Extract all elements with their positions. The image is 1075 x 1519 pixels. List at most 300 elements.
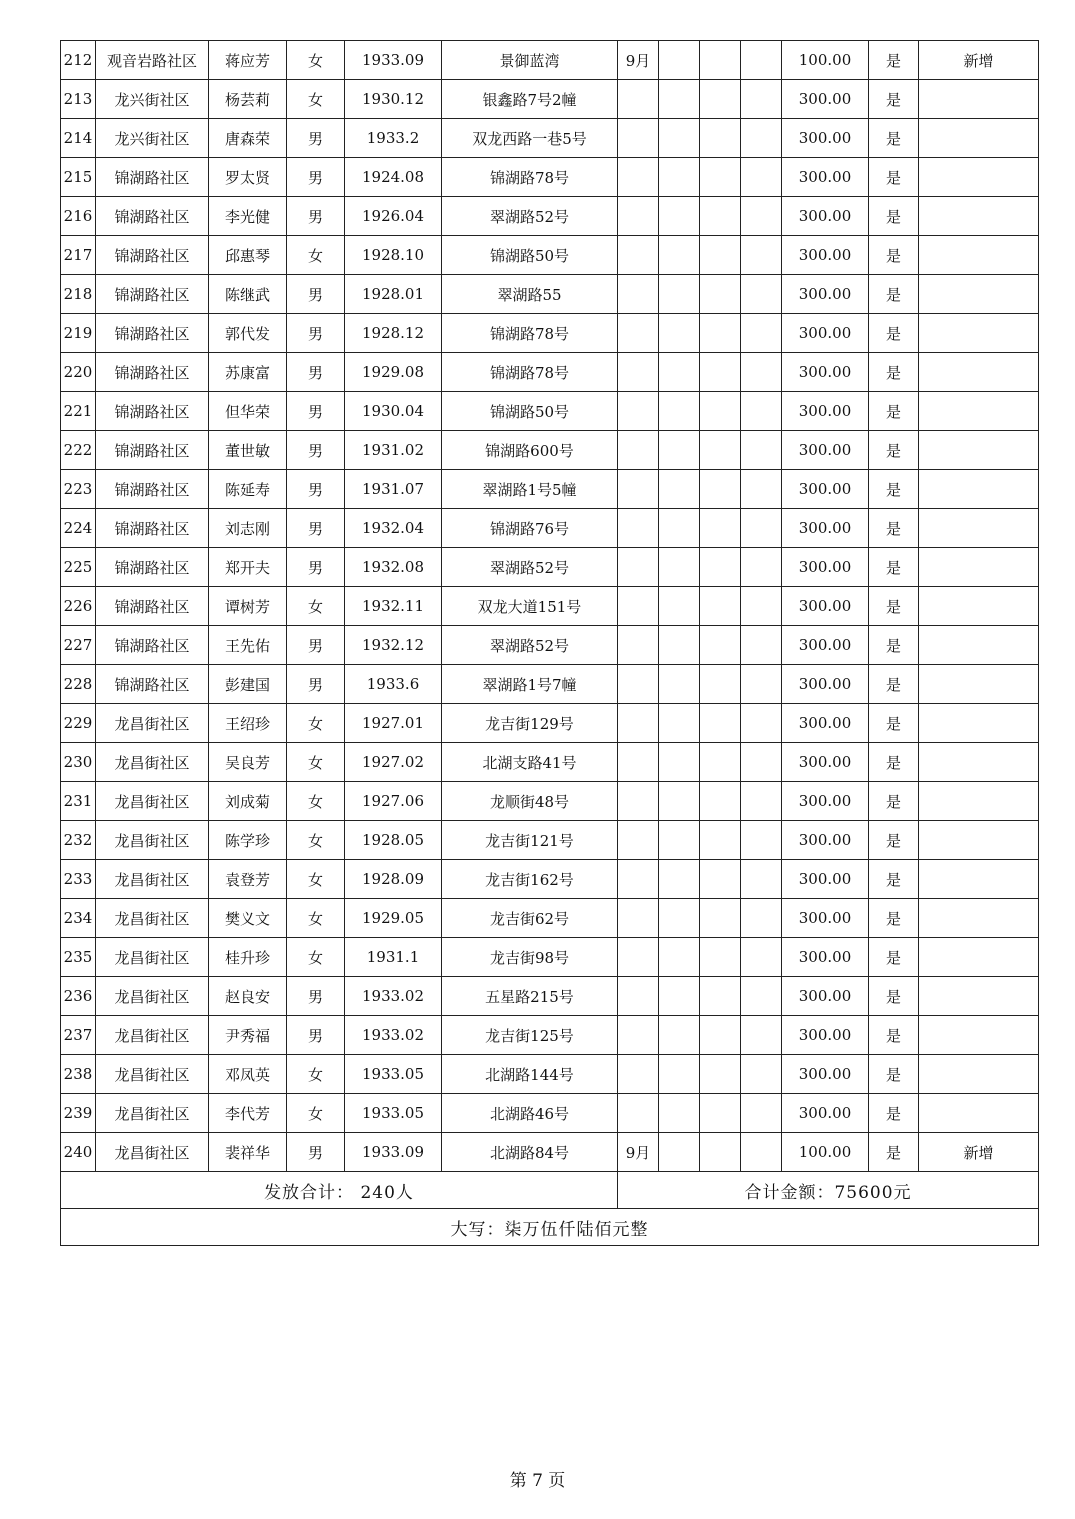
blank-cell [741, 314, 782, 353]
amount-cell: 300.00 [782, 353, 869, 392]
row-number: 230 [61, 743, 96, 782]
name-cell: 刘志刚 [209, 509, 287, 548]
gender-cell: 男 [287, 158, 345, 197]
blank-cell [741, 665, 782, 704]
blank-cell [741, 80, 782, 119]
note-cell [919, 548, 1039, 587]
address-cell: 翠湖路52号 [442, 548, 618, 587]
blank-cell [741, 548, 782, 587]
blank-cell [741, 899, 782, 938]
address-cell: 翠湖路55 [442, 275, 618, 314]
address-cell: 龙吉街129号 [442, 704, 618, 743]
birth-date-cell: 1927.01 [345, 704, 442, 743]
birth-date-cell: 1930.12 [345, 80, 442, 119]
blank-cell [700, 509, 741, 548]
month-cell [618, 431, 659, 470]
blank-cell [700, 1055, 741, 1094]
eligible-cell: 是 [869, 509, 919, 548]
row-number: 215 [61, 158, 96, 197]
gender-cell: 女 [287, 704, 345, 743]
month-cell [618, 977, 659, 1016]
month-cell [618, 470, 659, 509]
address-cell: 锦湖路78号 [442, 314, 618, 353]
month-cell [618, 782, 659, 821]
birth-date-cell: 1932.04 [345, 509, 442, 548]
community-cell: 龙昌街社区 [96, 1055, 209, 1094]
blank-cell [741, 431, 782, 470]
gender-cell: 女 [287, 587, 345, 626]
note-cell [919, 1094, 1039, 1133]
month-cell [618, 587, 659, 626]
blank-cell [700, 860, 741, 899]
gender-cell: 男 [287, 977, 345, 1016]
note-cell [919, 704, 1039, 743]
eligible-cell: 是 [869, 626, 919, 665]
community-cell: 龙昌街社区 [96, 977, 209, 1016]
birth-date-cell: 1931.1 [345, 938, 442, 977]
eligible-cell: 是 [869, 977, 919, 1016]
table-row [61, 80, 1039, 119]
table-row [61, 938, 1039, 977]
month-cell [618, 1016, 659, 1055]
amount-cell: 300.00 [782, 119, 869, 158]
table-row [61, 119, 1039, 158]
blank-cell [659, 899, 700, 938]
amount-cell: 300.00 [782, 665, 869, 704]
name-cell: 蒋应芳 [209, 41, 287, 80]
table-row [61, 1055, 1039, 1094]
blank-cell [741, 704, 782, 743]
gender-cell: 男 [287, 1016, 345, 1055]
blank-cell [741, 743, 782, 782]
birth-date-cell: 1933.09 [345, 41, 442, 80]
note-cell [919, 431, 1039, 470]
table-row [61, 392, 1039, 431]
blank-cell [659, 197, 700, 236]
row-number: 232 [61, 821, 96, 860]
table-row [61, 353, 1039, 392]
birth-date-cell: 1929.05 [345, 899, 442, 938]
amount-cell: 300.00 [782, 1016, 869, 1055]
amount-cell: 300.00 [782, 509, 869, 548]
blank-cell [741, 587, 782, 626]
blank-cell [700, 197, 741, 236]
eligible-cell: 是 [869, 704, 919, 743]
name-cell: 彭建国 [209, 665, 287, 704]
note-cell [919, 587, 1039, 626]
name-cell: 李代芳 [209, 1094, 287, 1133]
birth-date-cell: 1927.06 [345, 782, 442, 821]
gender-cell: 女 [287, 899, 345, 938]
blank-cell [659, 275, 700, 314]
birth-date-cell: 1933.6 [345, 665, 442, 704]
community-cell: 龙昌街社区 [96, 1133, 209, 1172]
month-cell [618, 1055, 659, 1094]
community-cell: 龙昌街社区 [96, 821, 209, 860]
name-cell: 赵良安 [209, 977, 287, 1016]
month-cell [618, 509, 659, 548]
community-cell: 锦湖路社区 [96, 548, 209, 587]
address-cell: 翠湖路52号 [442, 197, 618, 236]
note-cell [919, 977, 1039, 1016]
name-cell: 唐森荣 [209, 119, 287, 158]
row-number: 222 [61, 431, 96, 470]
eligible-cell: 是 [869, 119, 919, 158]
month-cell [618, 158, 659, 197]
blank-cell [700, 704, 741, 743]
row-number: 224 [61, 509, 96, 548]
birth-date-cell: 1931.07 [345, 470, 442, 509]
note-cell [919, 353, 1039, 392]
address-cell: 五星路215号 [442, 977, 618, 1016]
amount-cell: 300.00 [782, 158, 869, 197]
note-cell [919, 197, 1039, 236]
blank-cell [741, 236, 782, 275]
blank-cell [741, 470, 782, 509]
name-cell: 桂升珍 [209, 938, 287, 977]
gender-cell: 女 [287, 1055, 345, 1094]
blank-cell [659, 1055, 700, 1094]
row-number: 213 [61, 80, 96, 119]
blank-cell [741, 41, 782, 80]
blank-cell [700, 353, 741, 392]
blank-cell [700, 548, 741, 587]
community-cell: 龙昌街社区 [96, 860, 209, 899]
blank-cell [741, 1094, 782, 1133]
birth-date-cell: 1933.09 [345, 1133, 442, 1172]
amount-cell: 300.00 [782, 275, 869, 314]
month-cell [618, 353, 659, 392]
name-cell: 但华荣 [209, 392, 287, 431]
address-cell: 锦湖路50号 [442, 236, 618, 275]
month-cell [618, 80, 659, 119]
address-cell: 北湖路144号 [442, 1055, 618, 1094]
capital-amount-row [61, 1209, 1039, 1246]
eligible-cell: 是 [869, 431, 919, 470]
address-cell: 双龙西路一巷5号 [442, 119, 618, 158]
blank-cell [659, 548, 700, 587]
blank-cell [659, 41, 700, 80]
gender-cell: 女 [287, 236, 345, 275]
birth-date-cell: 1924.08 [345, 158, 442, 197]
month-cell [618, 860, 659, 899]
address-cell: 龙吉街125号 [442, 1016, 618, 1055]
blank-cell [700, 470, 741, 509]
address-cell: 双龙大道151号 [442, 587, 618, 626]
birth-date-cell: 1928.10 [345, 236, 442, 275]
birth-date-cell: 1933.02 [345, 1016, 442, 1055]
amount-cell: 300.00 [782, 938, 869, 977]
gender-cell: 女 [287, 821, 345, 860]
community-cell: 龙昌街社区 [96, 1094, 209, 1133]
blank-cell [659, 431, 700, 470]
note-cell [919, 80, 1039, 119]
blank-cell [659, 353, 700, 392]
blank-cell [659, 665, 700, 704]
amount-cell: 300.00 [782, 977, 869, 1016]
month-cell: 9月 [618, 41, 659, 80]
name-cell: 王先佑 [209, 626, 287, 665]
gender-cell: 男 [287, 314, 345, 353]
table-row [61, 197, 1039, 236]
row-number: 225 [61, 548, 96, 587]
gender-cell: 男 [287, 509, 345, 548]
table-row [61, 1016, 1039, 1055]
community-cell: 锦湖路社区 [96, 431, 209, 470]
table-row [61, 314, 1039, 353]
row-number: 233 [61, 860, 96, 899]
blank-cell [741, 977, 782, 1016]
community-cell: 锦湖路社区 [96, 587, 209, 626]
note-cell [919, 158, 1039, 197]
row-number: 238 [61, 1055, 96, 1094]
name-cell: 袁登芳 [209, 860, 287, 899]
community-cell: 锦湖路社区 [96, 470, 209, 509]
address-cell: 锦湖路76号 [442, 509, 618, 548]
blank-cell [741, 353, 782, 392]
blank-cell [659, 587, 700, 626]
name-cell: 邱惠琴 [209, 236, 287, 275]
gender-cell: 男 [287, 275, 345, 314]
amount-cell: 300.00 [782, 743, 869, 782]
row-number: 226 [61, 587, 96, 626]
community-cell: 锦湖路社区 [96, 236, 209, 275]
community-cell: 锦湖路社区 [96, 392, 209, 431]
address-cell: 龙顺街48号 [442, 782, 618, 821]
blank-cell [741, 509, 782, 548]
address-cell: 北湖支路41号 [442, 743, 618, 782]
blank-cell [659, 938, 700, 977]
community-cell: 观音岩路社区 [96, 41, 209, 80]
community-cell: 龙昌街社区 [96, 938, 209, 977]
gender-cell: 女 [287, 938, 345, 977]
blank-cell [700, 41, 741, 80]
name-cell: 陈学珍 [209, 821, 287, 860]
blank-cell [659, 509, 700, 548]
blank-cell [741, 938, 782, 977]
row-number: 237 [61, 1016, 96, 1055]
total-people: 发放合计： 240人 [61, 1172, 618, 1209]
page-number: 第 7 页 [509, 1471, 566, 1491]
blank-cell [700, 80, 741, 119]
community-cell: 龙兴街社区 [96, 80, 209, 119]
table-row [61, 704, 1039, 743]
birth-date-cell: 1928.12 [345, 314, 442, 353]
blank-cell [700, 119, 741, 158]
blank-cell [659, 1094, 700, 1133]
name-cell: 王绍珍 [209, 704, 287, 743]
note-cell [919, 743, 1039, 782]
eligible-cell: 是 [869, 314, 919, 353]
name-cell: 刘成菊 [209, 782, 287, 821]
eligible-cell: 是 [869, 275, 919, 314]
birth-date-cell: 1932.12 [345, 626, 442, 665]
eligible-cell: 是 [869, 80, 919, 119]
gender-cell: 男 [287, 119, 345, 158]
table-body [61, 41, 1039, 1172]
gender-cell: 女 [287, 41, 345, 80]
name-cell: 吴良芳 [209, 743, 287, 782]
month-cell [618, 275, 659, 314]
table-row [61, 1094, 1039, 1133]
blank-cell [741, 860, 782, 899]
eligible-cell: 是 [869, 899, 919, 938]
community-cell: 龙昌街社区 [96, 782, 209, 821]
blank-cell [700, 782, 741, 821]
name-cell: 陈继武 [209, 275, 287, 314]
blank-cell [741, 119, 782, 158]
birth-date-cell: 1926.04 [345, 197, 442, 236]
community-cell: 锦湖路社区 [96, 314, 209, 353]
amount-cell: 300.00 [782, 587, 869, 626]
eligible-cell: 是 [869, 1133, 919, 1172]
row-number: 214 [61, 119, 96, 158]
month-cell [618, 821, 659, 860]
note-cell [919, 392, 1039, 431]
community-cell: 锦湖路社区 [96, 197, 209, 236]
community-cell: 锦湖路社区 [96, 626, 209, 665]
row-number: 216 [61, 197, 96, 236]
row-number: 220 [61, 353, 96, 392]
blank-cell [659, 470, 700, 509]
blank-cell [741, 782, 782, 821]
blank-cell [659, 743, 700, 782]
eligible-cell: 是 [869, 353, 919, 392]
community-cell: 锦湖路社区 [96, 665, 209, 704]
row-number: 240 [61, 1133, 96, 1172]
name-cell: 董世敏 [209, 431, 287, 470]
eligible-cell: 是 [869, 392, 919, 431]
blank-cell [741, 275, 782, 314]
blank-cell [659, 1016, 700, 1055]
note-cell: 新增 [919, 41, 1039, 80]
birth-date-cell: 1933.02 [345, 977, 442, 1016]
community-cell: 龙昌街社区 [96, 1016, 209, 1055]
gender-cell: 男 [287, 626, 345, 665]
note-cell [919, 899, 1039, 938]
blank-cell [659, 314, 700, 353]
note-cell [919, 119, 1039, 158]
amount-cell: 300.00 [782, 899, 869, 938]
eligible-cell: 是 [869, 743, 919, 782]
allowance-table [60, 40, 1039, 1246]
total-amount: 合计金额：75600元 [618, 1172, 1039, 1209]
blank-cell [700, 938, 741, 977]
blank-cell [659, 782, 700, 821]
blank-cell [659, 1133, 700, 1172]
summary-row [61, 1172, 1039, 1209]
blank-cell [741, 1016, 782, 1055]
eligible-cell: 是 [869, 1094, 919, 1133]
birth-date-cell: 1928.09 [345, 860, 442, 899]
note-cell [919, 1016, 1039, 1055]
row-number: 239 [61, 1094, 96, 1133]
name-cell: 杨芸莉 [209, 80, 287, 119]
birth-date-cell: 1928.01 [345, 275, 442, 314]
month-cell [618, 236, 659, 275]
blank-cell [700, 431, 741, 470]
note-cell [919, 860, 1039, 899]
birth-date-cell: 1933.05 [345, 1094, 442, 1133]
name-cell: 李光健 [209, 197, 287, 236]
birth-date-cell: 1929.08 [345, 353, 442, 392]
month-cell [618, 665, 659, 704]
note-cell [919, 275, 1039, 314]
eligible-cell: 是 [869, 1055, 919, 1094]
eligible-cell: 是 [869, 821, 919, 860]
birth-date-cell: 1928.05 [345, 821, 442, 860]
blank-cell [741, 1055, 782, 1094]
blank-cell [741, 1133, 782, 1172]
community-cell: 龙兴街社区 [96, 119, 209, 158]
table-row [61, 236, 1039, 275]
table-row [61, 587, 1039, 626]
blank-cell [659, 392, 700, 431]
name-cell: 邓凤英 [209, 1055, 287, 1094]
community-cell: 锦湖路社区 [96, 509, 209, 548]
amount-cell: 300.00 [782, 431, 869, 470]
row-number: 227 [61, 626, 96, 665]
table-row [61, 275, 1039, 314]
blank-cell [700, 1133, 741, 1172]
address-cell: 锦湖路78号 [442, 353, 618, 392]
row-number: 229 [61, 704, 96, 743]
community-cell: 龙昌街社区 [96, 704, 209, 743]
blank-cell [700, 821, 741, 860]
table-row [61, 782, 1039, 821]
eligible-cell: 是 [869, 548, 919, 587]
row-number: 236 [61, 977, 96, 1016]
blank-cell [659, 860, 700, 899]
birth-date-cell: 1932.11 [345, 587, 442, 626]
amount-cell: 300.00 [782, 1094, 869, 1133]
note-cell: 新增 [919, 1133, 1039, 1172]
community-cell: 锦湖路社区 [96, 158, 209, 197]
row-number: 218 [61, 275, 96, 314]
table-row [61, 665, 1039, 704]
blank-cell [659, 80, 700, 119]
table-row [61, 41, 1039, 80]
table-row [61, 977, 1039, 1016]
blank-cell [700, 977, 741, 1016]
blank-cell [741, 158, 782, 197]
eligible-cell: 是 [869, 938, 919, 977]
month-cell [618, 899, 659, 938]
amount-cell: 300.00 [782, 548, 869, 587]
name-cell: 郑开夫 [209, 548, 287, 587]
eligible-cell: 是 [869, 665, 919, 704]
blank-cell [741, 392, 782, 431]
month-cell [618, 119, 659, 158]
table-row [61, 743, 1039, 782]
address-cell: 银鑫路7号2幢 [442, 80, 618, 119]
name-cell: 苏康富 [209, 353, 287, 392]
community-cell: 锦湖路社区 [96, 275, 209, 314]
amount-cell: 300.00 [782, 626, 869, 665]
birth-date-cell: 1930.04 [345, 392, 442, 431]
blank-cell [741, 197, 782, 236]
blank-cell [700, 665, 741, 704]
table-row [61, 860, 1039, 899]
blank-cell [700, 899, 741, 938]
amount-cell: 300.00 [782, 1055, 869, 1094]
amount-cell: 300.00 [782, 821, 869, 860]
address-cell: 北湖路84号 [442, 1133, 618, 1172]
name-cell: 谭树芳 [209, 587, 287, 626]
blank-cell [659, 977, 700, 1016]
address-cell: 锦湖路600号 [442, 431, 618, 470]
blank-cell [741, 821, 782, 860]
